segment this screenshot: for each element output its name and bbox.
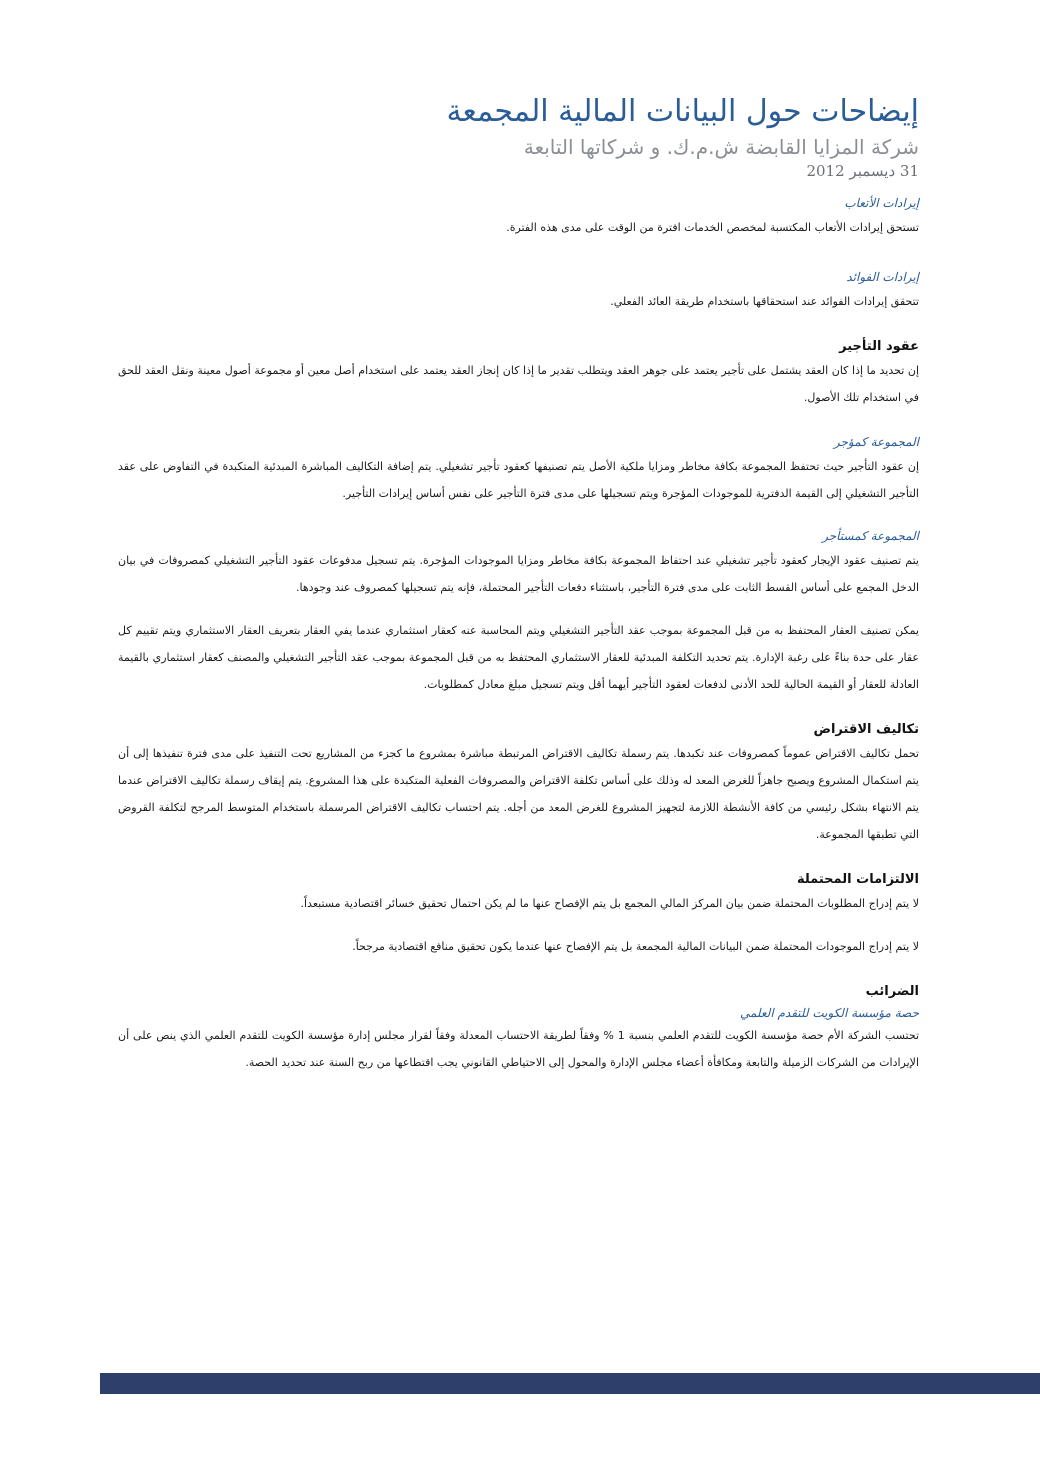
section-interest-income <box>118 268 919 315</box>
heading-interest-income: إيرادات الفوائد <box>846 270 919 284</box>
section-leases <box>118 337 919 411</box>
section-borrowing-costs <box>118 720 919 848</box>
paragraph-borrowing-costs: تحمل تكاليف الاقتراض عموماً كمصروفات عند تكبدها. يتم رسملة تكاليف الاقتراض المرتبطة مباشرة بمشروع ما كجزء من المشاريع تحت التنفيذ على مدى فترة تنفيذها إلى أن يتم استكمال المشروع ويصبح جاهزاً للغرض المعد له وذلك على أساس تكلفة الاقتراض والمصروفات الفعلية المتكبدة على هذا المشروع. يتم إيقاف رسملة تكاليف الاقتراض عندما يتم الانتهاء بشكل رئيسي من كافة الأنشطة اللازمة لتجهيز المشروع للغرض المعد من أجله. يتم احتساب تكاليف الاقتراض المرسملة باستخدام المتوسط المرجح لتكلفة القروض التي تطبقها المجموعة. <box>117 747 919 841</box>
section-group-as-lessee <box>118 527 919 698</box>
heading-kfas: حصة مؤسسة الكويت للتقدم العلمي <box>739 1006 919 1020</box>
paragraph-interest-income: تتحقق إيرادات الفوائد عند استحقاقها باستخدام طريقة العائد الفعلي. <box>610 295 919 308</box>
paragraph-lessee-investment-property: يمكن تصنيف العقار المحتفظ به من قبل المجموعة بموجب عقد التأجير التشغيلي ويتم المحاسبة عنه كعقار استثماري عندما يفي العقار بتعريف العقار الاستثماري ويتم تقييم كل عقار على حدة بناءً على رغبة الإدارة. يتم تحديد التكلفة المبدئية للعقار الاستثماري المحتفظ به من قبل المجموعة بموجب عقد التأجير التشغيلي والمصنف كعقار استثماري بالقيمة العادلة للعقار أو القيمة الحالية للحد الأدنى لدفعات لعقود التأجير أيهما أقل ويتم تسجيل مبلغ معادل كمطلوبات. <box>118 624 919 691</box>
heading-contingencies: الالتزامات المحتملة <box>796 872 919 887</box>
paragraph-kfas: تحتسب الشركة الأم حصة مؤسسة الكويت للتقدم العلمي بنسبة 1 % وفقاً لطريقة الاحتساب المعدلة وفقاً لقرار مجلس إدارة مؤسسة الكويت للتقدم العلمي الذي ينص على أن الإيرادات من الشركات الزميلة والتابعة ومكافأة أعضاء مجلس الإدارة والمحول إلى الاحتياطي القانوني يجب اقتطاعها من ربح السنة عند تحديد الحصة. <box>118 1029 920 1069</box>
paragraph-lessee-operating-leases: يتم تصنيف عقود الإيجار كعقود تأجير تشغيلي عند احتفاظ المجموعة بكافة مخاطر ومزايا الموجودات المؤجرة. يتم تسجيل مدفوعات عقود التأجير التشغيلي كمصروفات في بيان الدخل المجمع على أساس القسط الثابت على مدى فترة التأجير، باستثناء دفعات التأجير المحتملة، فإنه يتم تسجيلها كمصروف عند وجودها. <box>118 554 919 594</box>
paragraph-group-as-lessor: إن عقود التأجير حيث تحتفظ المجموعة بكافة مخاطر ومزايا ملكية الأصل يتم تصنيفها كعقود تأجير تشغيلي. يتم إضافة التكاليف المباشرة المبدئية المتكبدة في التفاوض على عقد التأجير التشغيلي إلى القيمة الدفترية للموجودات المؤجرة ويتم تسجيلها على مدى فترة التأجير على نفس أساس إيرادات التأجير. <box>118 460 919 500</box>
section-taxation <box>118 982 919 1076</box>
paragraph-contingent-liabilities: لا يتم إدراج المطلوبات المحتملة ضمن بيان المركز المالي المجمع بل يتم الإفصاح عنها ما لم يكن احتمال تحقيق خسائر اقتصادية مستبعداً. <box>300 897 919 910</box>
page-title: إيضاحات حول البيانات المالية المجمعة <box>446 94 919 129</box>
section-contingencies <box>118 870 919 960</box>
section-fee-income <box>118 194 919 241</box>
report-date: 31 ديسمبر 2012 <box>806 162 919 180</box>
heading-borrowing-costs: تكاليف الاقتراض <box>813 722 919 737</box>
paragraph-fee-income: تستحق إيرادات الأتعاب المكتسبة لمخصص الخدمات افترة من الوقت على مدى هذه الفترة. <box>506 221 919 234</box>
section-group-as-lessor <box>118 433 919 507</box>
paragraph-leases: إن تحديد ما إذا كان العقد يشتمل على تأجير يعتمد على جوهر العقد ويتطلب تقدير ما إذا كان إنجاز العقد يعتمد على استخدام أصل معين أو مجموعة أصول معينة ونقل العقد للحق في استخدام تلك الأصول. <box>118 364 919 404</box>
footer-bar <box>100 1373 1040 1394</box>
heading-leases: عقود التأجير <box>839 339 919 354</box>
paragraph-contingent-assets: لا يتم إدراج الموجودات المحتملة ضمن البيانات المالية المجمعة بل يتم الإفصاح عنها عندما يكون تحقيق منافع اقتصادية مرجحاً. <box>352 940 919 953</box>
heading-fee-income: إيرادات الأتعاب <box>844 196 919 210</box>
heading-taxation: الضرائب <box>865 984 919 999</box>
heading-group-as-lessor: المجموعة كمؤجر <box>833 435 919 449</box>
heading-group-as-lessee: المجموعة كمستأجر <box>822 529 919 543</box>
document-page <box>118 92 919 1076</box>
company-name: شركة المزايا القابضة ش.م.ك. و شركاتها التابعة <box>523 135 919 159</box>
